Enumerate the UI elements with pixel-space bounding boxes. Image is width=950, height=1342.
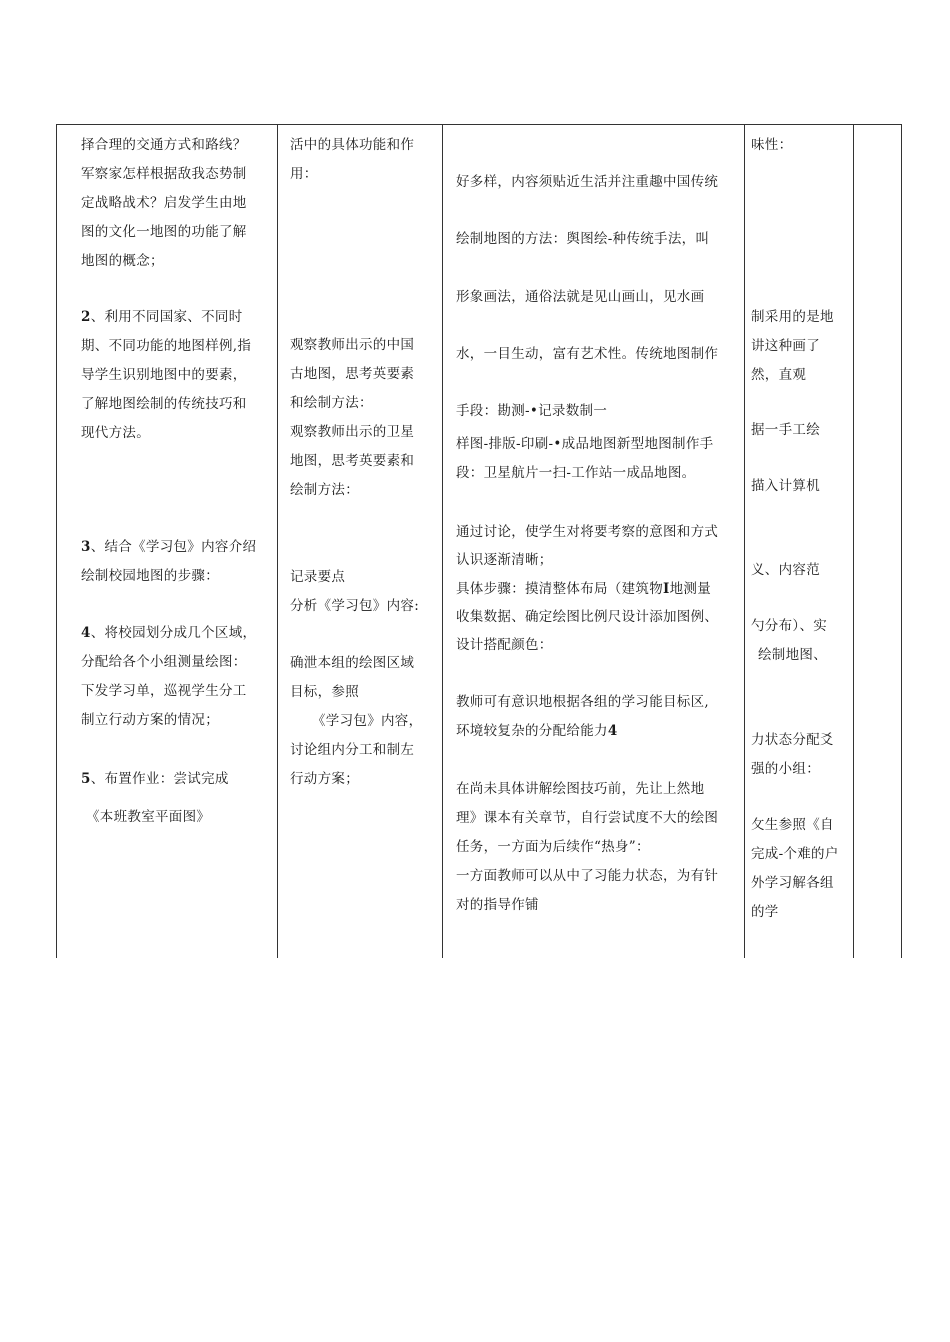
- col1-line: 制立行动方案的情况；: [81, 712, 219, 728]
- col2-line: 观察教师出示的卫星: [290, 424, 415, 440]
- col4-line: 制采用的是地: [751, 309, 834, 325]
- col2-line: 绘制方法：: [290, 482, 359, 498]
- col4-line: 勺分布）、实: [751, 618, 828, 634]
- col4-line: 外学习解各组: [751, 875, 834, 891]
- col-divider-4: [853, 124, 854, 958]
- col2-line: 用：: [290, 166, 318, 182]
- col3-line: 对的指导作铺: [456, 897, 539, 913]
- col-divider-3: [744, 124, 745, 958]
- col1-line: 了解地图绘制的传统技巧和: [81, 396, 247, 412]
- col1-line: 定战略战术？启发学生由地: [81, 195, 247, 211]
- col2-line: 分析《学习包》内容:: [290, 598, 420, 614]
- col1-line: 现代方法。: [81, 425, 150, 441]
- col1-line: 下发学习单，巡视学生分工: [81, 683, 247, 699]
- col2-line: 《学习包》内容，: [312, 713, 423, 729]
- col1-line: 导学生识别地图中的要素，: [81, 367, 247, 383]
- col1-line: 分配给各个小组测量绘图：: [81, 654, 247, 670]
- col3-line: 收集数据、确定绘图比例尺设计添加图例、: [456, 609, 719, 625]
- col4-line: 完成-个难的户: [751, 846, 839, 862]
- col3-line: 认识逐渐清晰；: [456, 552, 553, 568]
- col4-line: 强的小组：: [751, 761, 820, 777]
- col2-line: 行动方案；: [290, 771, 359, 787]
- col3-line: 形象画法，通俗法就是见山画山，见水画: [456, 289, 705, 305]
- col2-line: 目标，参照: [290, 684, 359, 700]
- col1-item-2-line: 2、利用不同国家、不同时: [81, 309, 243, 325]
- col1-line: 《本班教室平面图》: [86, 809, 211, 825]
- col2-line: 古地图，思考英要素: [290, 366, 415, 382]
- col3-line: 手段：勘测-•记录数制一: [456, 403, 608, 419]
- col3-line: 环境较复杂的分配给能力4: [456, 723, 618, 739]
- col3-line: 具体步骤：摸清整体布局（建筑物I地测量: [456, 581, 712, 597]
- col1-line: 期、不同功能的地图样例,指: [81, 338, 252, 354]
- col1-line: 军察家怎样根据敌我态势制: [81, 166, 247, 182]
- col3-line: 设计搭配颜色：: [456, 637, 553, 653]
- col1-line: 择合理的交通方式和路线？: [81, 137, 247, 153]
- col1-line: 地图的概念；: [81, 253, 164, 269]
- col2-line: 讨论组内分工和制左: [290, 742, 415, 758]
- col1-item-5-line: 5、布置作业：尝试完成: [81, 771, 229, 787]
- col3-line: 在尚未具体讲解绘图技巧前，先让上然地: [456, 781, 705, 797]
- col4-line: 绘制地图、: [758, 647, 827, 663]
- col4-line: 力状态分配爻: [751, 732, 834, 748]
- col3-line: 任务，一方面为后续作“热身”：: [456, 839, 650, 855]
- col1-line: 图的文化一地图的功能了解: [81, 224, 247, 240]
- col3-line: 好多样，内容须贴近生活并注重趣中国传统: [456, 174, 719, 190]
- col2-line: 观察教师出示的中国: [290, 337, 415, 353]
- col3-line: 绘制地图的方法：舆图绘-种传统手法，叫: [456, 231, 710, 247]
- item-number: 4: [81, 625, 91, 641]
- col-divider-1: [277, 124, 278, 958]
- col-divider-right: [901, 124, 902, 958]
- col4-line: 讲这种画了: [751, 338, 820, 354]
- col-divider-left: [56, 124, 57, 958]
- col4-line: 义、内容范: [751, 562, 820, 578]
- col2-line: 确泄本组的绘图区域: [290, 655, 415, 671]
- col4-line: 然，直观: [751, 367, 807, 383]
- col2-line: 和绘制方法：: [290, 395, 373, 411]
- col4-line: 攵生参照《自: [751, 817, 834, 833]
- col3-line: 教师可有意识地根据各组的学习能目标区,: [456, 694, 709, 710]
- col2-line: 活中的具体功能和作: [290, 137, 415, 153]
- table-top-border: [56, 124, 902, 125]
- col3-line: 段：卫星航片一扫-工作站一成品地图。: [456, 465, 696, 481]
- col2-line: 地图，思考英要素和: [290, 453, 415, 469]
- col4-line: 据一手工绘: [751, 422, 820, 438]
- item-number: 5: [81, 771, 91, 787]
- col3-line: 通过讨论，使学生对将要考察的意图和方式: [456, 524, 719, 540]
- col1-item-3-line: 3、结合《学习包》内容介绍: [81, 539, 257, 555]
- col1-line: 绘制校园地图的步骤：: [81, 568, 219, 584]
- item-number: 3: [81, 539, 91, 555]
- col4-line: 味性：: [751, 137, 793, 153]
- col3-line: 水，一目生动，富有艺术性。传统地图制作: [456, 346, 719, 362]
- item-number: 2: [81, 309, 91, 325]
- col3-line: 理》课本有关章节，自行尝试度不大的绘图: [456, 810, 719, 826]
- col4-line: 的学: [751, 904, 779, 920]
- col2-line: 记录要点: [290, 569, 346, 585]
- col3-line: 样图-排版-印刷-•成品地图新型地图制作手: [456, 436, 714, 452]
- col4-line: 描入计算机: [751, 478, 820, 494]
- col3-line: 一方面教师可以从中了习能力状态，为有针: [456, 868, 719, 884]
- col1-item-4-line: 4、将校园划分成几个区域，: [81, 625, 257, 641]
- col-divider-2: [442, 124, 443, 958]
